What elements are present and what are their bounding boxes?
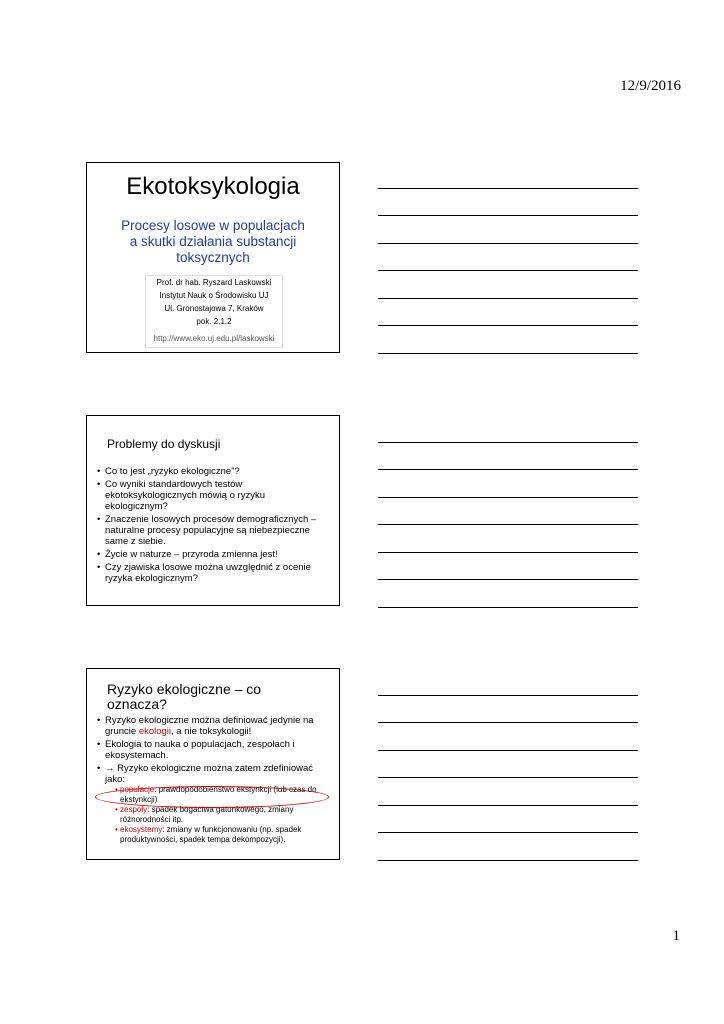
sub-bullet-populacje xyxy=(115,785,327,804)
subtitle-line: a skutki działania substancji xyxy=(129,234,297,249)
term-description: : spadek bogactwa gatunkowego, zmiany różnorodności itp. xyxy=(120,805,294,824)
slide-1 xyxy=(86,162,340,353)
term-label: populacje xyxy=(120,785,155,794)
note-line xyxy=(378,777,638,778)
slide-3-heading: Ryzyko ekologiczne – co oznacza? xyxy=(107,681,262,712)
page-number: 1 xyxy=(672,928,680,944)
note-line xyxy=(378,524,638,525)
bullet-item: • Co to jest „ryzyko ekologiczne”? xyxy=(97,466,327,477)
note-line xyxy=(378,469,638,470)
bullet-item: • Życie w naturze – przyroda zmienna jest! xyxy=(97,549,327,560)
slide-2 xyxy=(86,415,340,606)
note-line xyxy=(378,188,638,189)
bullet-item xyxy=(97,715,327,737)
author-address: Ul. Gronostajowa 7, Kraków xyxy=(164,304,264,313)
subtitle-line: Procesy losowe w populacjach xyxy=(121,218,305,233)
slide-2-bullets xyxy=(97,466,327,586)
note-line xyxy=(378,722,638,723)
sub-bullet-zespoly xyxy=(115,805,327,824)
author-institute: Instytut Nauk o Środowisku UJ xyxy=(159,291,269,300)
bullet-item xyxy=(97,763,327,844)
term-description: : zmiany w funkcjonowaniu (np. spadek produktywności, spadek tempa dekompozycji). xyxy=(120,825,302,844)
term-label: ekosystemy xyxy=(120,825,163,834)
slide-1-subtitle xyxy=(87,218,339,266)
term-description: : prawdopodobieństwo ekstynkcji (lub czas do ekstynkcji) xyxy=(120,785,317,804)
bullet-text: , a nie toksykologii! xyxy=(171,726,252,737)
note-line xyxy=(378,243,638,244)
note-line xyxy=(378,325,638,326)
note-line xyxy=(378,497,638,498)
note-line xyxy=(378,805,638,806)
highlight-ekologii: ekologii xyxy=(138,726,172,737)
author-url-link[interactable]: http://www.eko.uj.edu.pl/laskowski xyxy=(153,334,275,343)
slide-1-title: Ekotoksykologia xyxy=(126,173,300,200)
term-label: zespoły xyxy=(120,805,148,814)
arrow-icon: → xyxy=(105,763,115,774)
author-info-box xyxy=(145,275,283,348)
note-line xyxy=(378,579,638,580)
bullet-item: • Znaczenie losowych procesów demograficznych – naturalne procesy populacyjne są niebezpieczne same z siebie. xyxy=(97,514,327,547)
note-line xyxy=(378,215,638,216)
note-line xyxy=(378,442,638,443)
note-line xyxy=(378,607,638,608)
note-line xyxy=(378,353,638,354)
note-line xyxy=(378,552,638,553)
author-room: pok. 2.1.2 xyxy=(196,317,232,326)
bullet-item: • Ekologia to nauka o populacjach, zespołach i ekosystemach. xyxy=(97,739,327,761)
bullet-text: Ryzyko ekologiczne można zatem zdefiniować jako: xyxy=(105,763,314,785)
bullet-item: • Co wyniki standardowych testów ekotoksykologicznych mówią o ryzyku ekologicznym? xyxy=(97,479,327,512)
note-line xyxy=(378,695,638,696)
print-date: 12/9/2016 xyxy=(620,78,681,94)
sub-bullet-ekosystemy xyxy=(115,825,327,844)
note-line xyxy=(378,750,638,751)
bullet-text: Ryzyko ekologiczne można definiować jedynie na gruncie xyxy=(105,715,314,737)
author-name: Prof. dr hab. Ryszard Laskowski xyxy=(156,278,272,287)
note-line xyxy=(378,270,638,271)
slide-3 xyxy=(86,668,340,860)
note-line xyxy=(378,298,638,299)
note-line xyxy=(378,832,638,833)
slide-2-heading: Problemy do dyskusji xyxy=(107,437,221,451)
definition-sublist xyxy=(105,785,327,844)
subtitle-line: toksycznych xyxy=(176,250,250,265)
note-line xyxy=(378,860,638,861)
slide-3-bullets xyxy=(97,715,327,846)
bullet-item: • Czy zjawiska losowe można uwzględnić z ocenie ryzyka ekologicznym? xyxy=(97,562,327,584)
